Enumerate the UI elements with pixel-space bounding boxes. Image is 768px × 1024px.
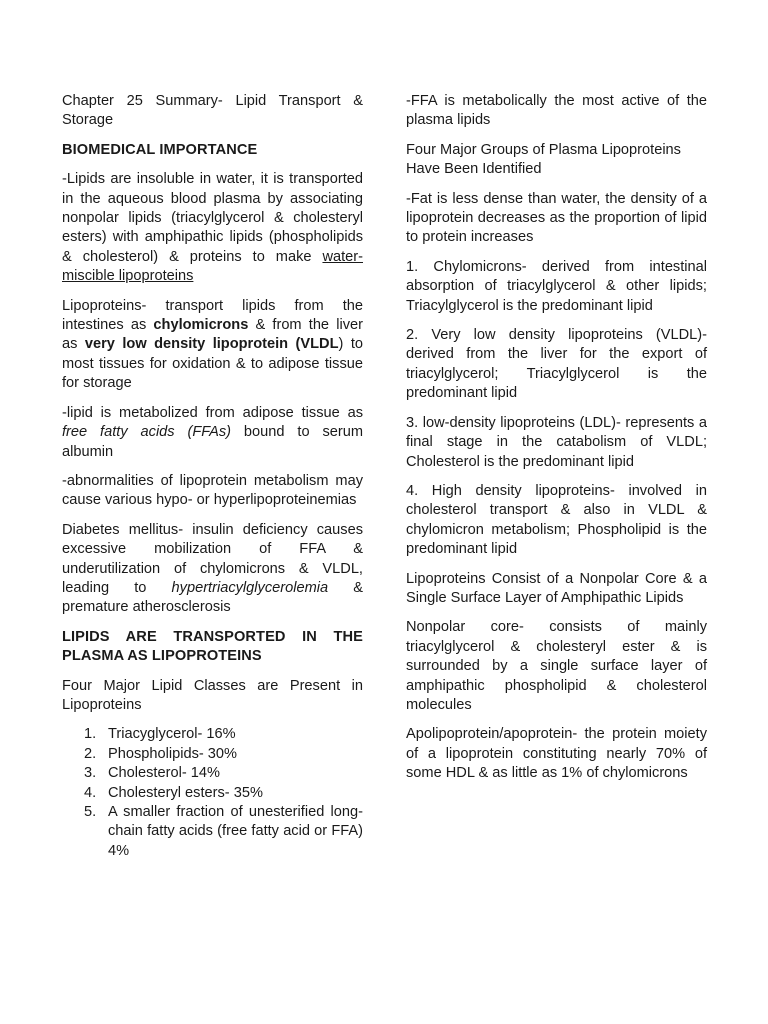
paragraph-ffa: -FFA is metabolically the most active of the plasma lipids [406, 93, 707, 129]
list-item-text: Phospholipids- 30% [108, 745, 237, 762]
list-item-text: A smaller fraction of unesterified long-chain fatty acids (free fatty acid or FFA) 4% [108, 804, 363, 859]
text: Diabetes mellitus- insulin deficiency causes excessive mobilization of FFA & underutilization of chylomicrons & VLDL, leading to [62, 521, 363, 596]
list-item [62, 745, 363, 764]
list-item-text: Cholesterol- 14% [108, 765, 220, 782]
list-item [62, 784, 363, 803]
paragraph-abnormalities: -abnormalities of lipoprotein metabolism may cause various hypo- or hyperlipoproteinemias [62, 472, 363, 509]
text: bound to serum albumin [62, 424, 364, 460]
list-item-text: Cholesteryl esters- 35% [108, 784, 263, 801]
paragraph-lipid-metabolized [62, 404, 363, 462]
list-item-text: Triacyglycerol- 16% [108, 726, 236, 743]
paragraph-diabetes [62, 521, 363, 618]
text: -Lipids are insoluble in water, it is transported in the aqueous blood plasma by associating nonpolar lipids (triacylglycerol & cholesteryl esters) with amphipathic lipids (phospholipids & cholesterol) & proteins to make [62, 171, 363, 265]
italic-term-hypertriacylglycerolemia: hypertriacylglycerolemia [171, 579, 329, 596]
list-item [62, 803, 363, 861]
list-item [62, 764, 363, 783]
underlined-term: water-miscible lipoproteins [62, 248, 363, 285]
paragraph-four-lipid-classes: Four Major Lipid Classes are Present in Lipoproteins [62, 677, 363, 713]
paragraph-nonpolar-core: Nonpolar core- consists of mainly triacylglycerol & cholesteryl ester & is surrounded by a single surface layer of amphipathic phospholipid & cholesterol molecules [406, 619, 707, 713]
text: -lipid is metabolized from adipose tissue as [62, 404, 363, 421]
text: Lipoproteins- transport lipids from the intestines as [62, 297, 363, 334]
list-number: 1. [84, 726, 97, 743]
paragraph-lipids-insoluble [62, 170, 363, 286]
paragraph-hdl: 4. High density lipoproteins- involved in cholesterol transport & also in VLDL & chylomicron metabolism; Phospholipid is the predominant lipid [406, 482, 707, 558]
paragraph-chylomicrons: 1. Chylomicrons- derived from intestinal absorption of triacylglycerol & other lipids; Triacylglycerol is the predominant lipid [406, 258, 707, 314]
paragraph-four-groups: Four Major Groups of Plasma Lipoproteins Have Been Identified [406, 141, 681, 178]
paragraph-fat-density: -Fat is less dense than water, the density of a lipoprotein decreases as the proportion of lipid to protein increases [406, 190, 707, 246]
paragraph-apolipoprotein: Apolipoprotein/apoprotein- the protein moiety of a lipoprotein constituting nearly 70% of some HDL & as little as 1% of chylomicrons [406, 726, 707, 782]
bold-term-vldl: very low density lipoprotein (VLDL [84, 336, 339, 353]
heading-biomedical-importance: BIOMEDICAL IMPORTANCE [62, 141, 258, 158]
lipid-class-list [62, 725, 363, 861]
list-number: 5. [84, 804, 97, 820]
heading-lipids-transported: LIPIDS ARE TRANSPORTED IN THE PLASMA AS LIPOPROTEINS [62, 628, 363, 665]
paragraph-vldl: 2. Very low density lipoproteins (VLDL)- derived from the liver for the export of triacylglycerol; Triacylglycerol is the predominant lipid [406, 327, 707, 402]
right-column [406, 92, 707, 794]
text: & from the liver as [62, 317, 363, 353]
paragraph-core-surface: Lipoproteins Consist of a Nonpolar Core & a Single Surface Layer of Amphipathic Lipids [406, 570, 707, 606]
paragraph-ldl: 3. low-density lipoproteins (LDL)- represents a final stage in the catabolism of VLDL; Cholesterol is the predominant lipid [406, 414, 707, 470]
paragraph-lipoproteins-transport [62, 297, 363, 394]
list-number: 3. [84, 765, 97, 782]
bold-term-chylomicrons: chylomicrons [153, 317, 249, 334]
list-number: 2. [84, 745, 97, 762]
text: & premature atherosclerosis [62, 579, 363, 616]
document-title: Chapter 25 Summary- Lipid Transport & Storage [62, 93, 363, 129]
list-item [62, 725, 363, 744]
list-number: 4. [84, 784, 97, 801]
text: ) to most tissues for oxidation & to adipose tissue for storage [62, 336, 364, 392]
italic-term-ffa: free fatty acids (FFAs) [62, 424, 231, 441]
left-column [62, 92, 363, 861]
